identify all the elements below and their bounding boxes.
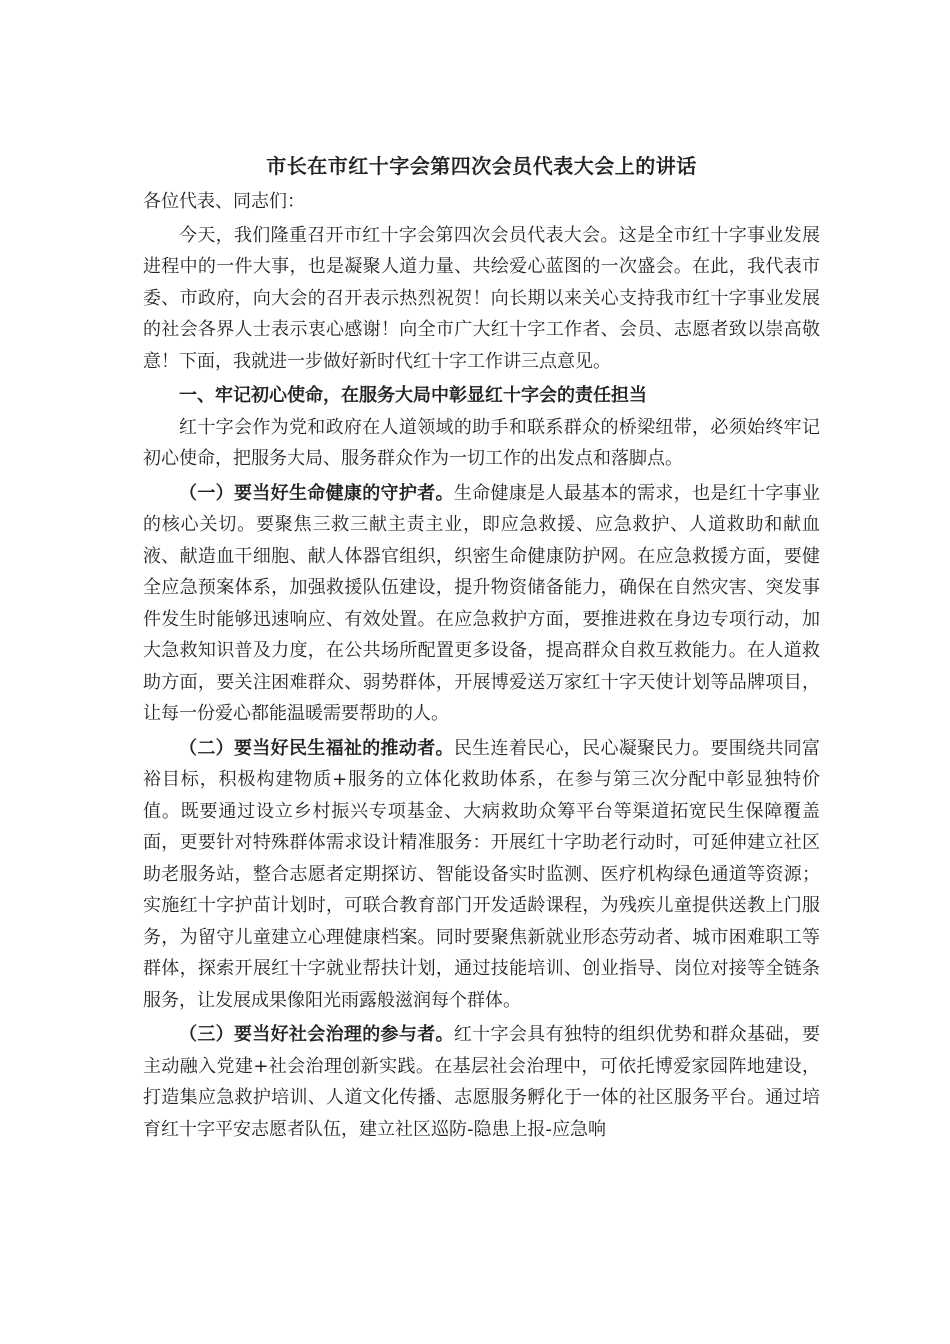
greeting: 各位代表、同志们： (143, 191, 305, 212)
item-2-body: 民生连着民心，民心凝聚民力。要围绕共同富裕目标，积极构建物质+服务的立体化救助体系，在参与第三次分配中彰显独特价值。既要通过设立乡村振兴专项基金、大病救助众筹平台等渠道拓宽民生保障覆盖面，更要针对特殊群体需求设计精准服务：开展红十字助老行动时，可延伸建立社区助老服务站，整合志愿者定期探访、智能设备实时监测、医疗机构绿色通道等资源；实施红十字护苗计划时，可联合教育部门开发适龄课程，为残疾儿童提供送教上门服务，为留守儿童建立心理健康档案。同时要聚焦新就业形态劳动者、城市困难职工等群体，探索开展红十字就业帮扶计划，通过技能培训、创业指导、岗位对接等全链条服务，让发展成果像阳光雨露般滋润每个群体。 (143, 737, 821, 1011)
item-1-lead: （一）要当好生命健康的守护者。 (179, 482, 454, 504)
item-1-body: 生命健康是人最基本的需求，也是红十字事业的核心关切。要聚焦三救三献主责主业，即应急救援、应急救护、人道救助和献血液、献造血干细胞、献人体器官组织，织密生命健康防护网。在应急救援方面，要健全应急预案体系，加强救援队伍建设，提升物资储备能力，确保在自然灾害、突发事件发生时能够迅速响应、有效处置。在应急救护方面，要推进救在身边专项行动，加大急救知识普及力度，在公共场所配置更多设备，提高群众自救互救能力。在人道救助方面，要关注困难群众、弱势群体，开展博爱送万家红十字天使计划等品牌项目，让每一份爱心都能温暖需要帮助的人。 (143, 482, 821, 724)
item-3-body: 红十字会具有独特的组织优势和群众基础，要主动融入党建+社会治理创新实践。在基层社会治理中，可依托博爱家园阵地建设，打造集应急救护培训、人道文化传播、志愿服务孵化于一体的社区服务平台。通过培育红十字平安志愿者队伍，建立社区巡防-隐患上报-应急响 (143, 1024, 821, 1140)
item-3-paragraph (143, 1019, 820, 1145)
item-2-lead: （二）要当好民生福祉的推动者。 (179, 737, 454, 759)
document-title: 市长在市红十字会第四次会员代表大会上的讲话 (266, 154, 697, 178)
intro-paragraph: 今天，我们隆重召开市红十字会第四次会员代表大会。这是全市红十字事业发展进程中的一件大事，也是凝聚人道力量、共绘爱心蓝图的一次盛会。在此，我代表市委、市政府，向大会的召开表示热烈祝贺！向长期以来关心支持我市红十字事业发展的社会各界人士表示衷心感谢！向全市广大红十字工作者、会员、志愿者致以崇高敬意！下面，我就进一步做好新时代红十字工作讲三点意见。 (143, 224, 820, 372)
section-heading-1: 一、牢记初心使命，在服务大局中彰显红十字会的责任担当 (179, 385, 647, 406)
item-1-paragraph (143, 478, 820, 730)
item-3-lead: （三）要当好社会治理的参与者。 (179, 1024, 454, 1045)
item-2-paragraph (143, 733, 820, 1017)
section-1-intro: 红十字会作为党和政府在人道领域的助手和联系群众的桥梁纽带，必须始终牢记初心使命，把服务大局、服务群众作为一切工作的出发点和落脚点。 (143, 416, 820, 469)
